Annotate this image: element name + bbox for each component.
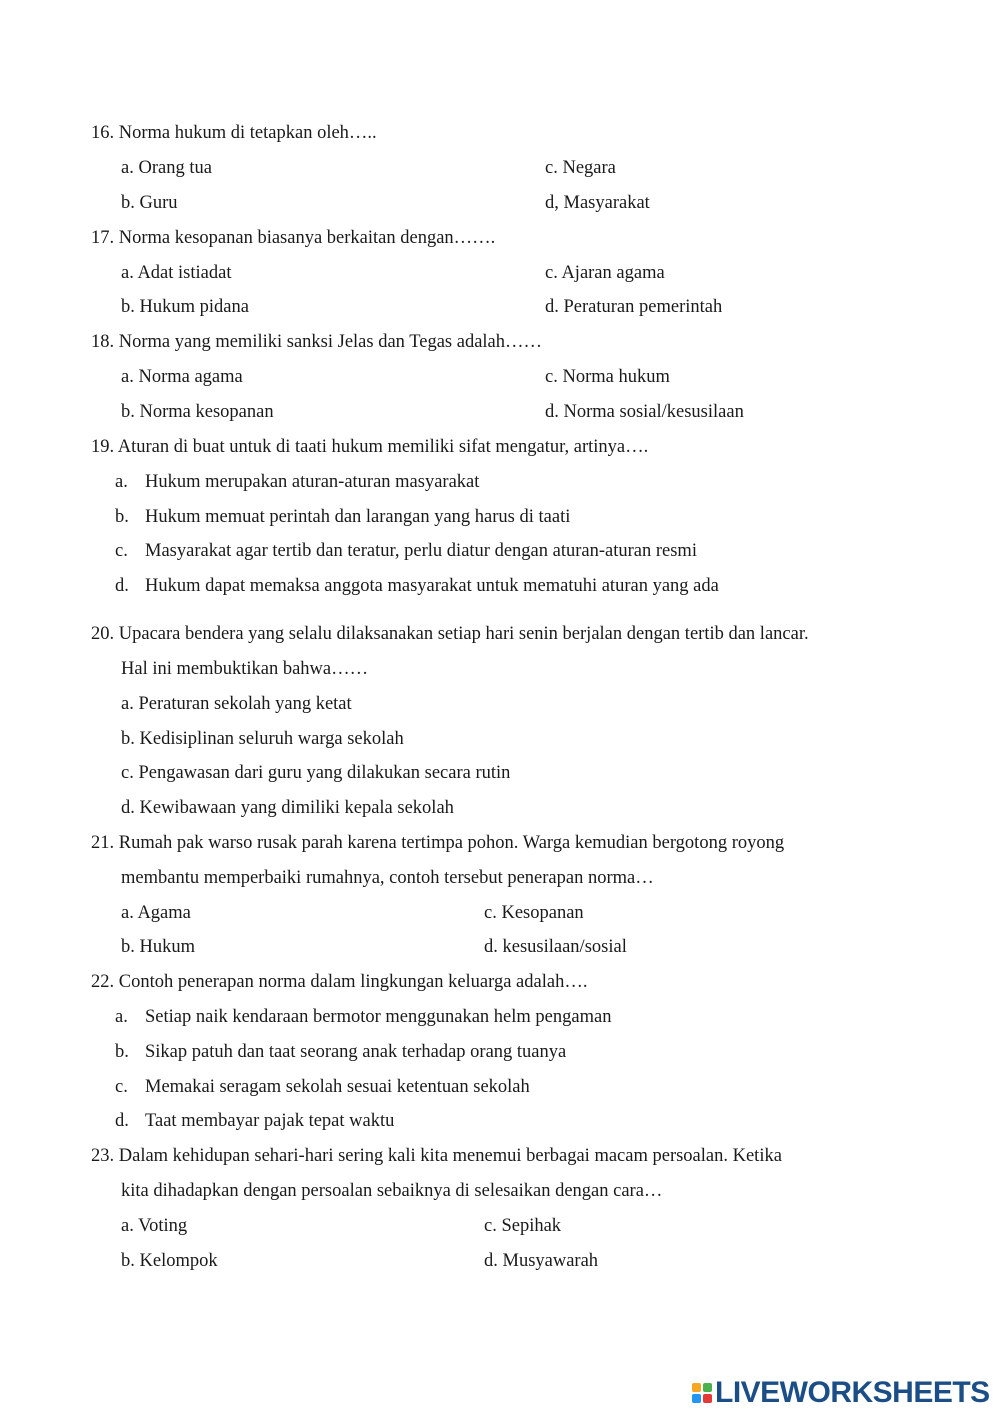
question-19-option-c[interactable]: Masyarakat agar tertib dan teratur, perlu diatur dengan aturan-aturan resmi — [145, 541, 697, 561]
question-19-letter-b: b. — [115, 507, 129, 527]
question-21-option-a[interactable]: a. Agama — [121, 903, 191, 923]
question-19-option-a[interactable]: Hukum merupakan aturan-aturan masyarakat — [145, 472, 480, 492]
question-20-option-c[interactable]: c. Pengawasan dari guru yang dilakukan secara rutin — [121, 763, 511, 783]
question-23-option-d[interactable]: d. Musyawarah — [484, 1251, 599, 1271]
question-20-stem-line-1: 20. Upacara bendera yang selalu dilaksanakan setiap hari senin berjalan dengan tertib dan lancar. — [91, 624, 809, 644]
question-16-option-c[interactable]: c. Negara — [545, 158, 616, 178]
question-21-option-b[interactable]: b. Hukum — [121, 937, 195, 957]
question-20-stem-line-2: Hal ini membuktikan bahwa…… — [121, 659, 369, 679]
logo-square-2 — [703, 1383, 712, 1392]
question-23-stem-line-1: 23. Dalam kehidupan sehari-hari sering kali kita menemui berbagai macam persoalan. Ketika — [91, 1146, 782, 1166]
question-22-option-c[interactable]: Memakai seragam sekolah sesuai ketentuan sekolah — [145, 1077, 530, 1097]
question-16-stem: 16. Norma hukum di tetapkan oleh….. — [91, 123, 377, 143]
question-18-option-a[interactable]: a. Norma agama — [121, 367, 243, 387]
question-21-stem-line-1: 21. Rumah pak warso rusak parah karena tertimpa pohon. Warga kemudian bergotong royong — [91, 833, 785, 853]
question-20-option-d[interactable]: d. Kewibawaan yang dimiliki kepala sekolah — [121, 798, 454, 818]
logo-square-3 — [692, 1394, 701, 1403]
liveworksheets-logo-icon — [692, 1383, 712, 1403]
question-18-option-b[interactable]: b. Norma kesopanan — [121, 402, 274, 422]
logo-square-1 — [692, 1383, 701, 1392]
question-22-option-b[interactable]: Sikap patuh dan taat seorang anak terhadap orang tuanya — [145, 1042, 567, 1062]
question-17-option-d[interactable]: d. Peraturan pemerintah — [545, 297, 723, 317]
question-16-option-b[interactable]: b. Guru — [121, 193, 178, 213]
question-19-stem: 19. Aturan di buat untuk di taati hukum memiliki sifat mengatur, artinya…. — [91, 437, 649, 457]
question-22-option-d[interactable]: Taat membayar pajak tepat waktu — [145, 1111, 395, 1131]
question-18-option-c[interactable]: c. Norma hukum — [545, 367, 670, 387]
question-21-option-d[interactable]: d. kesusilaan/sosial — [484, 937, 627, 957]
question-21-stem-line-2: membantu memperbaiki rumahnya, contoh tersebut penerapan norma… — [121, 868, 654, 888]
question-23-stem-line-2: kita dihadapkan dengan persoalan sebaiknya di selesaikan dengan cara… — [121, 1181, 663, 1201]
question-16-option-d[interactable]: d, Masyarakat — [545, 193, 650, 213]
logo-square-4 — [703, 1394, 712, 1403]
question-22-letter-a: a. — [115, 1007, 128, 1027]
question-22-letter-d: d. — [115, 1111, 129, 1131]
question-19-letter-a: a. — [115, 472, 128, 492]
question-17-option-c[interactable]: c. Ajaran agama — [545, 263, 665, 283]
liveworksheets-logo[interactable] — [692, 1376, 990, 1410]
question-19-letter-c: c. — [115, 541, 128, 561]
question-18-stem: 18. Norma yang memiliki sanksi Jelas dan Tegas adalah…… — [91, 332, 543, 352]
question-22-stem: 22. Contoh penerapan norma dalam lingkungan keluarga adalah…. — [91, 972, 588, 992]
question-17-option-b[interactable]: b. Hukum pidana — [121, 297, 249, 317]
question-23-option-b[interactable]: b. Kelompok — [121, 1251, 218, 1271]
question-18-option-d[interactable]: d. Norma sosial/kesusilaan — [545, 402, 744, 422]
question-21-option-c[interactable]: c. Kesopanan — [484, 903, 584, 923]
question-23-option-c[interactable]: c. Sepihak — [484, 1216, 562, 1236]
question-17-stem: 17. Norma kesopanan biasanya berkaitan dengan……. — [91, 228, 496, 248]
question-19-option-d[interactable]: Hukum dapat memaksa anggota masyarakat untuk mematuhi aturan yang ada — [145, 576, 719, 596]
question-19-option-b[interactable]: Hukum memuat perintah dan larangan yang harus di taati — [145, 507, 571, 527]
question-19-letter-d: d. — [115, 576, 129, 596]
question-22-letter-c: c. — [115, 1077, 128, 1097]
question-16-option-a[interactable]: a. Orang tua — [121, 158, 212, 178]
question-20-option-b[interactable]: b. Kedisiplinan seluruh warga sekolah — [121, 729, 404, 749]
question-17-option-a[interactable]: a. Adat istiadat — [121, 263, 232, 283]
question-22-letter-b: b. — [115, 1042, 129, 1062]
question-20-option-a[interactable]: a. Peraturan sekolah yang ketat — [121, 694, 352, 714]
liveworksheets-logo-text: LIVEWORKSHEETS — [715, 1376, 990, 1409]
question-22-option-a[interactable]: Setiap naik kendaraan bermotor menggunakan helm pengaman — [145, 1007, 612, 1027]
question-23-option-a[interactable]: a. Voting — [121, 1216, 188, 1236]
